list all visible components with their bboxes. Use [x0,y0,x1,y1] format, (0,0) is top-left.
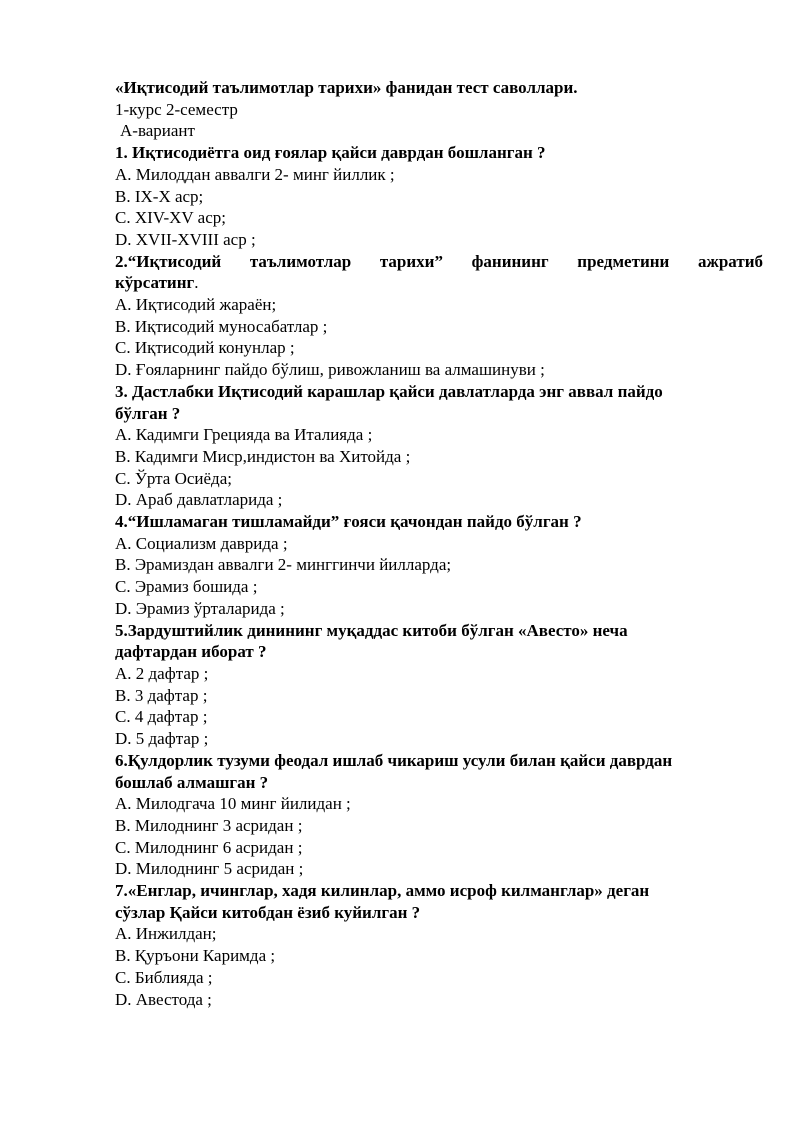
answer-option-d: D. 5 дафтар ; [115,729,209,749]
question-text [115,620,763,663]
question-text [115,750,763,793]
question-block [115,880,763,1010]
question-block [115,750,763,880]
question-tail: . [194,273,199,293]
question-line: дафтардан иборат ? [115,642,267,662]
document-page [115,77,763,1010]
question-line-continued [115,272,763,294]
question-block [115,511,763,620]
question-text: 1. Иқтисодиётга оид ғоялар қайси даврдан бошланган ? [115,143,546,163]
question-text: 4.“Ишламаган тишламайди” ғояси қачондан пайдо бўлган ? [115,512,582,532]
answer-option-b: В. Кадимги Миср,индистон ва Хитойда ; [115,446,411,466]
question-block [115,251,763,381]
answer-option-a: А. Милоддан аввалги 2- минг йиллик ; [115,164,395,184]
question-line: 7.«Енглар, ичинглар, хадя килинлар, аммо исроф килманглар» деган [115,881,650,901]
question-line: 2.“Иқтисодий таълимотлар тарихи” фанининг предметини ажратиб [115,251,763,271]
question-line: 5.Зардуштийлик динининг муқаддас китоби бўлган «Авесто» неча [115,620,628,640]
answer-option-d: D. Милоднинг 5 асридан ; [115,859,304,879]
answer-option-d: D. XVII-XVIII аср ; [115,229,256,249]
answer-option-a: А. Социализм даврида ; [115,533,288,553]
question-text [115,880,763,923]
answer-option-c: С. Эрамиз бошида ; [115,577,258,597]
answer-option-a: А. Милодгача 10 минг йилидан ; [115,794,351,814]
question-block [115,381,763,511]
question-line: кўрсатинг [115,273,195,293]
answer-option-a: А. Иқтисодий жараён; [115,295,277,315]
answer-option-c: С. Милоднинг 6 асридан ; [115,837,303,857]
answer-option-a: А. Инжилдан; [115,924,217,944]
question-block [115,142,763,251]
answer-option-a: А. 2 дафтар ; [115,663,209,683]
answer-option-c: С. XIV-XV аср; [115,208,226,228]
answer-option-b: В. Милоднинг 3 асридан ; [115,815,303,835]
answer-option-d: D. Авестода ; [115,989,212,1009]
answer-option-d: D. Ғояларнинг пайдо бўлиш, ривожланиш ва алмашинуви ; [115,360,545,380]
question-block [115,620,763,750]
answer-option-c: С. Иқтисодий конунлар ; [115,338,295,358]
question-line: 6.Қулдорлик тузуми феодал ишлаб чикариш усули билан қайси даврдан [115,750,673,770]
answer-option-c: С. 4 дафтар ; [115,707,208,727]
question-line: сўзлар Қайси китобдан ёзиб куйилган ? [115,902,421,922]
answer-option-a: А. Кадимги Грецияда ва Италияда ; [115,425,373,445]
answer-option-b: В. Иқтисодий муносабатлар ; [115,316,328,336]
document-title: «Иқтисодий таълимотлар тарихи» фанидан тест саволлари. [115,78,578,97]
variant-label: А-вариант [120,121,195,141]
answer-option-d: D. Эрамиз ўрталарида ; [115,598,285,618]
question-text [115,381,763,424]
answer-option-b: В. 3 дафтар ; [115,685,208,705]
answer-option-c: С. Библияда ; [115,967,213,987]
question-line: бошлаб алмашган ? [115,772,269,792]
question-text [115,251,763,294]
course-semester: 1-курс 2-семестр [115,99,238,119]
answer-option-b: В. IX-X аср; [115,186,204,206]
answer-option-b: В. Қуръони Каримда ; [115,946,276,966]
question-line: 3. Дастлабки Иқтисодий карашлар қайси давлатларда энг аввал пайдо [115,381,663,401]
answer-option-d: D. Араб давлатларида ; [115,490,283,510]
answer-option-c: С. Ўрта Осиёда; [115,468,232,488]
answer-option-b: В. Эрамиздан аввалги 2- минггинчи йилларда; [115,555,452,575]
question-line: бўлган ? [115,403,181,423]
